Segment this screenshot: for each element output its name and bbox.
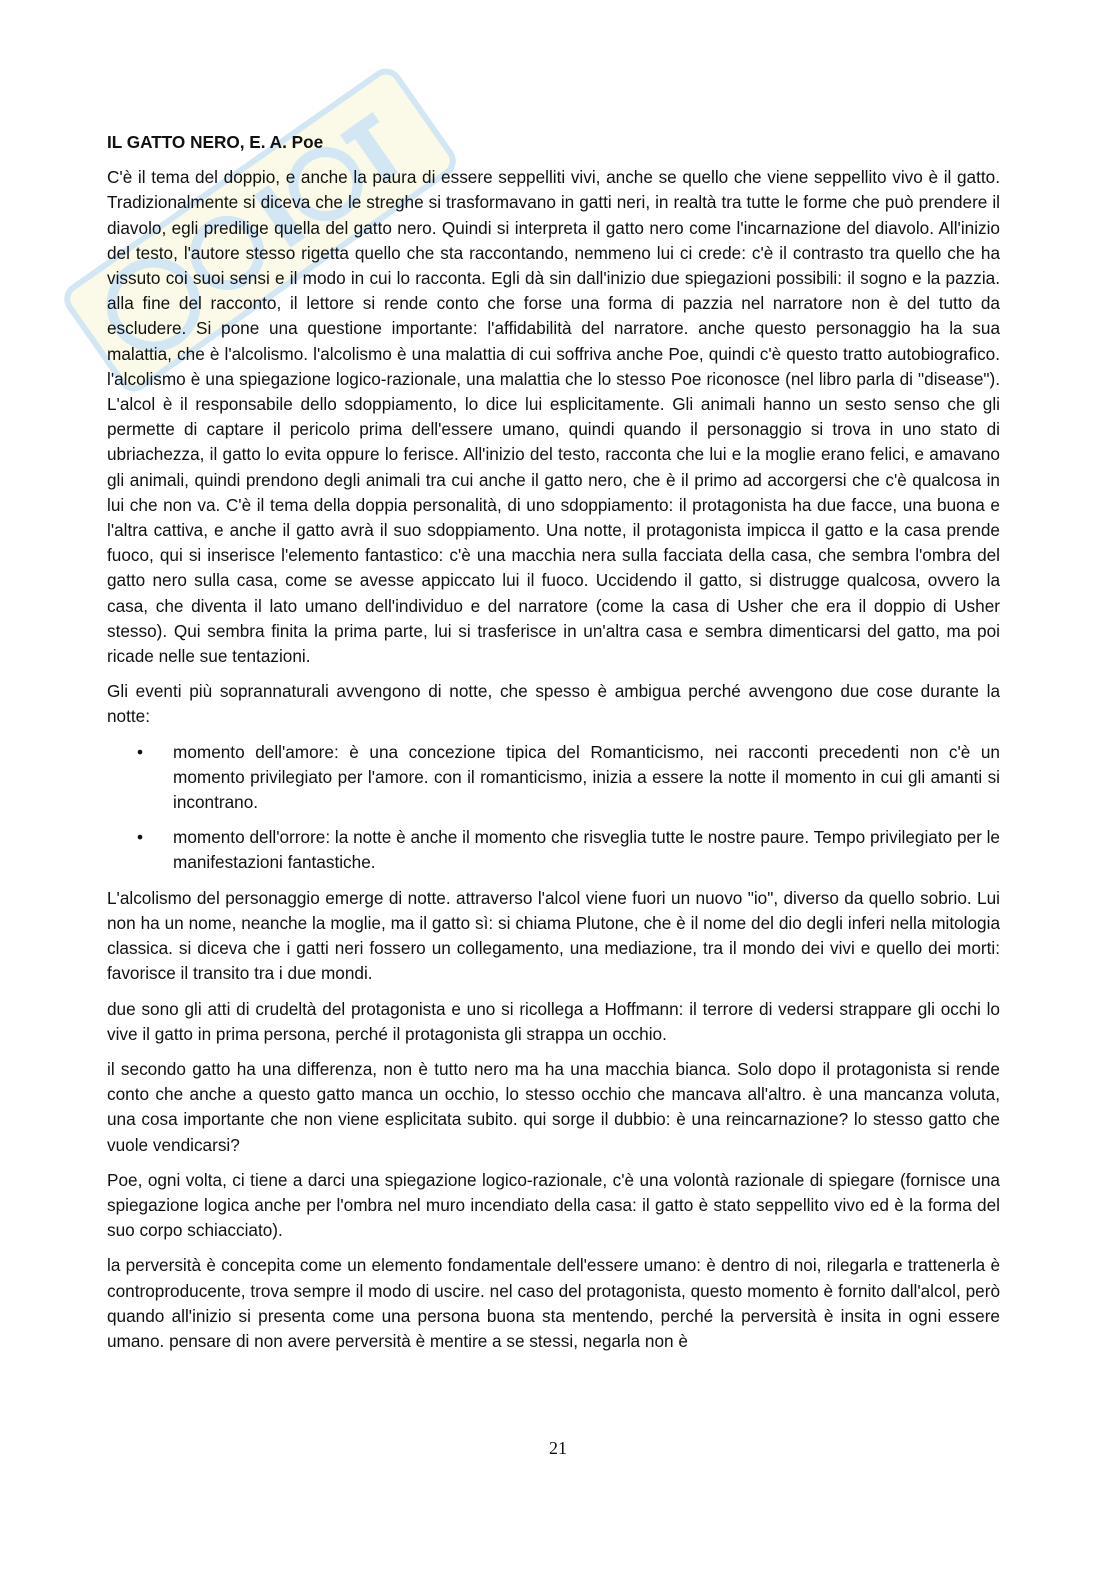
paragraph-2: Gli eventi più soprannaturali avvengono di notte, che spesso è ambigua perché avvengono due cose durante la notte: [107,681,1000,727]
bullet-list [107,740,1000,876]
list-item [107,825,1000,875]
page-number: 21 [549,1438,567,1458]
bullet-marker: • [137,741,144,762]
paragraph-1: C'è il tema del doppio, e anche la paura di essere seppelliti vivi, anche se quello che viene seppellito vivo è il gatto. Tradizionalmente si diceva che le streghe si trasformavano in gatti neri, in realtà tra tutte le forme che può prendere il diavolo, egli predilige quella del gatto nero. Quindi si interpreta il gatto nero come l'incarnazione del diavolo. All'inizio del testo, l'autore stesso rigetta quello che sta raccontando, nemmeno lui ci crede: c'è il contrasto tra quello che ha vissuto coi suoi sensi e il modo in cui lo racconta. Egli dà sin dall'inizio due spiegazioni possibili: il sogno e la pazzia. alla fine del racconto, il lettore si rende conto che forse una forma di pazzia nel narratore non è del tutto da escludere. Si pone una questione importante: l'affidabilità del narratore. anche questo personaggio ha la sua malattia, che è l'alcolismo. l'alcolismo è una malattia di cui soffriva anche Poe, quindi c'è questo tratto autobiografico. l'alcolismo è una spiegazione logico-razionale, una malattia che lo stesso Poe riconosce (nel libro parla di "disease"). L'alcol è il responsabile dello sdoppiamento, lo dice lui esplicitamente. Gli animali hanno un sesto senso che gli permette di captare il pericolo prima dell'essere umano, quindi quando il personaggio si trova in uno stato di ubriachezza, il gatto lo evita oppure lo ferisce. All'inizio del testo, racconta che lui e la moglie erano felici, e amavano gli animali, quindi prendono degli animali tra cui anche il gatto nero, che è il primo ad accorgersi che c'è qualcosa in lui che non va. C'è il tema della doppia personalità, di uno sdoppiamento: il protagonista ha due facce, una buona e l'altra cattiva, e anche il gatto avrà il suo sdoppiamento. Una notte, il protagonista impicca il gatto e la casa prende fuoco, qui si inserisce l'elemento fantastico: c'è una macchia nera sulla facciata della casa, che sembra l'ombra del gatto nero sulla casa, come se avesse appiccato lui il fuoco. Uccidendo il gatto, si distrugge qualcosa, ovvero la casa, che diventa il lato umano dell'individuo e del narratore (come la casa di Usher che era il doppio di Usher stesso). Qui sembra finita la prima parte, lui si trasferisce in un'altra casa e sembra dimenticarsi del gatto, ma poi ricade nelle sue tentazioni. [107,167,1000,667]
paragraph-3: L'alcolismo del personaggio emerge di notte. attraverso l'alcol viene fuori un nuovo "io", diverso da quello sobrio. Lui non ha un nome, neanche la moglie, ma il gatto sì: si chiama Plutone, che è il nome del dio degli inferi nella mitologia classica. si diceva che i gatti neri fossero un collegamento, una mediazione, tra il mondo dei vivi e quello dei morti: favorisce il transito tra i due mondi. [107,887,1000,984]
list-item-text: momento dell'orrore: la notte è anche il momento che risveglia tutte le nostre paure. Tempo privilegiato per le manifestazioni fantastiche. [173,827,1000,873]
list-item [107,740,1000,816]
paragraph-7: la perversità è concepita come un elemento fondamentale dell'essere umano: è dentro di noi, rilegarla e trattenerla è controproducente, trova sempre il modo di uscire. nel caso del protagonista, questo momento è fornito dall'alcol, però quando all'inizio si presenta come una persona buona sta mentendo, perché la perversità è insita in ogni essere umano. pensare di non avere perversità è mentire a se stessi, negarla non è [107,1255,1000,1351]
bullet-marker: • [137,827,144,848]
document-title: IL GATTO NERO, E. A. Poe [107,132,324,152]
document-body [107,130,1000,1364]
paragraph-5: il secondo gatto ha una differenza, non è tutto nero ma ha una macchia bianca. Solo dopo il protagonista si rende conto che anche a questo gatto manca un occhio, lo stesso occhio che mancava all'altro. è una mancanza voluta, una cosa importante che non viene esplicitata subito. qui sorge il dubbio: è una reincarnazione? lo stesso gatto che vuole vendicarsi? [107,1058,1000,1155]
paragraph-4: due sono gli atti di crudeltà del protagonista e uno si ricollega a Hoffmann: il terrore di vedersi strappare gli occhi lo vive il gatto in prima persona, perché il protagonista gli strappa un occhio. [107,998,1000,1044]
paragraph-6: Poe, ogni volta, ci tiene a darci una spiegazione logico-razionale, c'è una volontà razionale di spiegare (fornisce una spiegazione logica anche per l'ombra nel muro incendiato della casa: il gatto è stato seppellito vivo ed è la forma del suo corpo schiacciato). [107,1169,1000,1241]
list-item-text: momento dell'amore: è una concezione tipica del Romanticismo, nei racconti precedenti non c'è un momento privilegiato per l'amore. con il romanticismo, inizia a essere la notte il momento in cui gli amanti si incontrano. [173,741,1000,813]
